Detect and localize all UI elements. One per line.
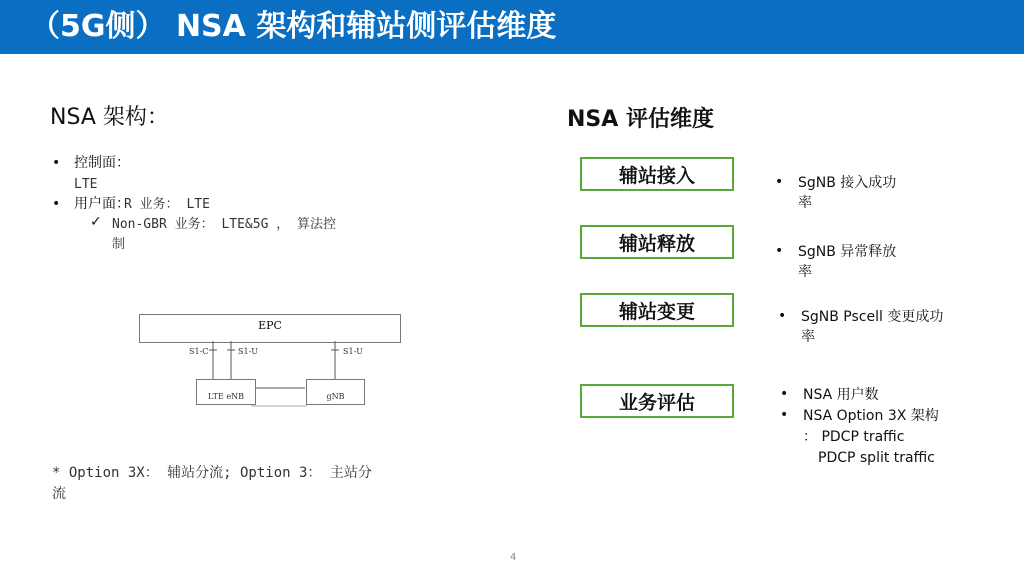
- non-gbr-line1: Non-GBR 业务： LTE&5G ， 算法控: [112, 217, 337, 232]
- nsa-option3x: NSA Option 3X 架构: [803, 408, 939, 424]
- service-eval-box: 业务评估: [580, 384, 734, 418]
- change-kpi-line2: 率: [801, 329, 815, 345]
- nsa-user-count: NSA 用户数: [803, 387, 879, 403]
- release-kpi-line1: SgNB 异常释放: [798, 244, 897, 260]
- sn-release-box: 辅站释放: [580, 225, 734, 259]
- gbr-service-text: R 业务： LTE: [124, 197, 210, 212]
- control-plane-value: LTE: [74, 177, 98, 192]
- access-kpi-line1: SgNB 接入成功: [798, 175, 897, 191]
- release-kpi-line2: 率: [798, 264, 812, 280]
- user-plane-label: 用户面：: [74, 196, 130, 212]
- s1c-label: S1-C: [189, 347, 209, 356]
- change-kpi-line1: SgNB Pscell 变更成功: [801, 309, 944, 325]
- sn-change-box: 辅站变更: [580, 293, 734, 327]
- gnb-label: gNB: [326, 392, 345, 401]
- bullet-dot: •: [775, 174, 784, 190]
- bullet-dot: •: [52, 155, 61, 171]
- s1u-right-label: S1-U: [343, 347, 364, 356]
- pdcp-traffic: ： PDCP traffic: [803, 429, 905, 445]
- check-icon: ✓: [90, 214, 102, 230]
- bullet-dot: •: [780, 407, 789, 423]
- bullet-dot: •: [778, 308, 787, 324]
- bullet-dot: •: [52, 196, 61, 212]
- footnote-line2: 流: [52, 486, 66, 502]
- epc-label: EPC: [258, 319, 282, 332]
- footnote-line1: * Option 3X： 辅站分流; Option 3： 主站分: [52, 465, 372, 481]
- page-title: （5G侧） NSA 架构和辅站侧评估维度: [30, 9, 557, 44]
- non-gbr-line2: 制: [112, 237, 126, 252]
- evaluation-heading: NSA 评估维度: [567, 107, 714, 132]
- s1u-left-label: S1-U: [238, 347, 259, 356]
- architecture-heading: NSA 架构：: [50, 105, 169, 130]
- bullet-dot: •: [775, 243, 784, 259]
- page-number: 4: [510, 552, 517, 563]
- sn-access-box: 辅站接入: [580, 157, 734, 191]
- bullet-dot: •: [780, 386, 789, 402]
- control-plane-label: 控制面：: [74, 155, 130, 171]
- lte-enb-label: LTE eNB: [208, 392, 244, 401]
- access-kpi-line2: 率: [798, 195, 812, 211]
- pdcp-split-traffic: PDCP split traffic: [818, 450, 935, 466]
